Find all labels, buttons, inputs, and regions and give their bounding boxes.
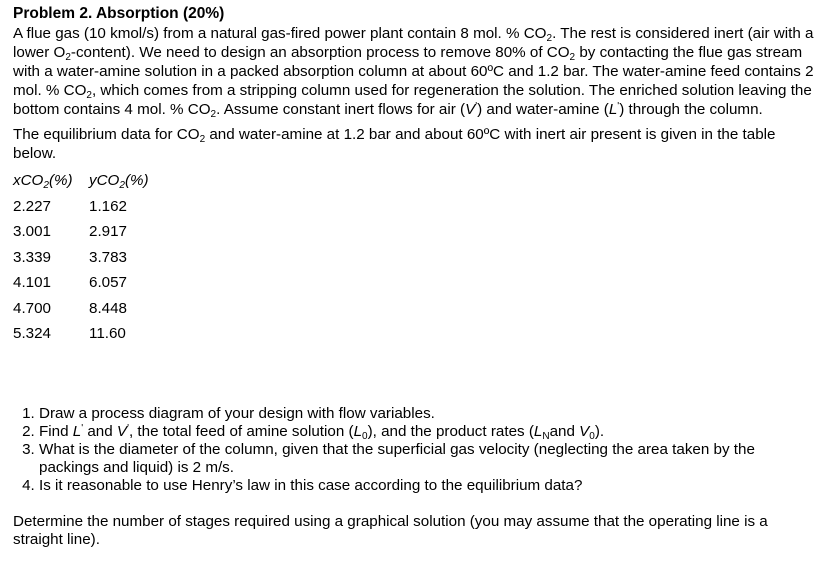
intro-text-3: -content). We need to design an absorption process to remove 80% of CO	[70, 44, 570, 61]
cell-x: 5.324	[13, 325, 52, 343]
header-x-unit: (%)	[48, 172, 73, 190]
prime-mark: '	[475, 101, 478, 112]
cell-y: 8.448	[89, 299, 128, 317]
header-y-text: yCO	[89, 172, 120, 190]
table-row	[13, 270, 149, 296]
subscript-2: 2	[86, 90, 92, 101]
equilibrium-table	[13, 168, 149, 347]
subscript-2: 2	[65, 52, 71, 63]
subscript-0: 0	[589, 431, 595, 442]
q2-text-a: Find	[39, 423, 73, 440]
intro-text-2: . The rest is considered inert (air with a lower O	[13, 25, 814, 61]
cell-x: 3.001	[13, 223, 52, 241]
eq-text-1: The equilibrium data for CO	[13, 126, 200, 143]
question-list	[13, 405, 817, 495]
question-1: 1. Draw a process diagram of your design with flow variables.	[39, 405, 817, 423]
q2-text-f: ).	[594, 423, 605, 440]
header-y-sub: 2	[119, 180, 125, 192]
symbol-l0: L	[353, 423, 363, 440]
eq-text-2: and water-amine at 1.2 bar and about 60ºC with inert air present is given in the table below.	[13, 126, 776, 162]
subscript-0: 0	[362, 431, 368, 442]
symbol-ln: L	[533, 423, 543, 440]
cell-x: 4.700	[13, 299, 52, 317]
table-row	[13, 245, 149, 271]
q2-text-c: , the total feed of amine solution (	[128, 423, 354, 440]
table-header-row	[13, 168, 149, 194]
table-row	[13, 194, 149, 220]
intro-text-6: . Assume constant inert flows for air (	[216, 101, 466, 118]
table-row	[13, 321, 149, 347]
intro-text-5: , which comes from a stripping column used for regeneration the solution. The enriched solution leaving the bottom contains 4 mol. % CO	[13, 82, 812, 118]
cell-x: 3.339	[13, 248, 52, 266]
intro-text-1: A flue gas (10 kmol/s) from a natural gas-fired power plant contain 8 mol. % CO	[13, 25, 547, 42]
q2-text-e: and	[549, 423, 580, 440]
header-y-unit: (%)	[124, 172, 149, 190]
problem-title: Problem 2. Absorption (20%)	[13, 5, 225, 22]
symbol-l: L	[608, 101, 618, 118]
table-row	[13, 219, 149, 245]
subscript-2: 2	[569, 52, 576, 63]
closing-instruction: Determine the number of stages required using a graphical solution (you may assume that the operating line is a straight line).	[13, 513, 768, 548]
q2-text-b: and	[83, 423, 117, 440]
prime-mark: '	[617, 101, 620, 112]
symbol-v: V	[465, 101, 476, 118]
cell-y: 1.162	[89, 197, 128, 215]
problem-intro-paragraph	[13, 24, 817, 119]
intro-text-4: by contacting the flue gas stream with a water-amine solution in a packed absorption column at about 60ºC and 1.2 bar. The water-amine feed contains 2 mol. % CO	[13, 44, 814, 99]
column-header-x	[13, 168, 89, 194]
cell-y: 2.917	[89, 223, 128, 241]
q2-text-d: ), and the product rates (	[367, 423, 534, 440]
subscript-2: 2	[546, 33, 553, 44]
cell-x: 2.227	[13, 197, 52, 215]
question-4: 4. Is it reasonable to use Henry’s law in this case according to the equilibrium data?	[39, 477, 817, 495]
equilibrium-intro-paragraph	[13, 125, 817, 163]
column-header-y	[89, 168, 149, 194]
cell-y: 3.783	[89, 248, 128, 266]
symbol-v0: V	[579, 423, 590, 440]
table-row	[13, 296, 149, 322]
subscript-2: 2	[199, 134, 206, 145]
cell-y: 6.057	[89, 274, 128, 292]
cell-x: 4.101	[13, 274, 52, 292]
prime-mark: '	[81, 423, 84, 434]
symbol-v: V	[116, 423, 128, 440]
header-x-sub: 2	[43, 180, 49, 192]
intro-text-7: ) and water-amine (	[477, 101, 609, 118]
question-2	[39, 423, 817, 441]
subscript-n: N	[542, 431, 550, 442]
symbol-l: L	[72, 423, 82, 440]
header-x-text: xCO	[13, 172, 44, 190]
intro-text-8: ) through the column.	[619, 101, 763, 118]
prime-mark: '	[127, 423, 129, 434]
subscript-2: 2	[210, 109, 217, 120]
question-3: 3. What is the diameter of the column, given that the superficial gas velocity (neglecting the area taken by the packings and liquid) is 2 m/s.	[39, 441, 817, 477]
cell-y: 11.60	[89, 325, 126, 343]
